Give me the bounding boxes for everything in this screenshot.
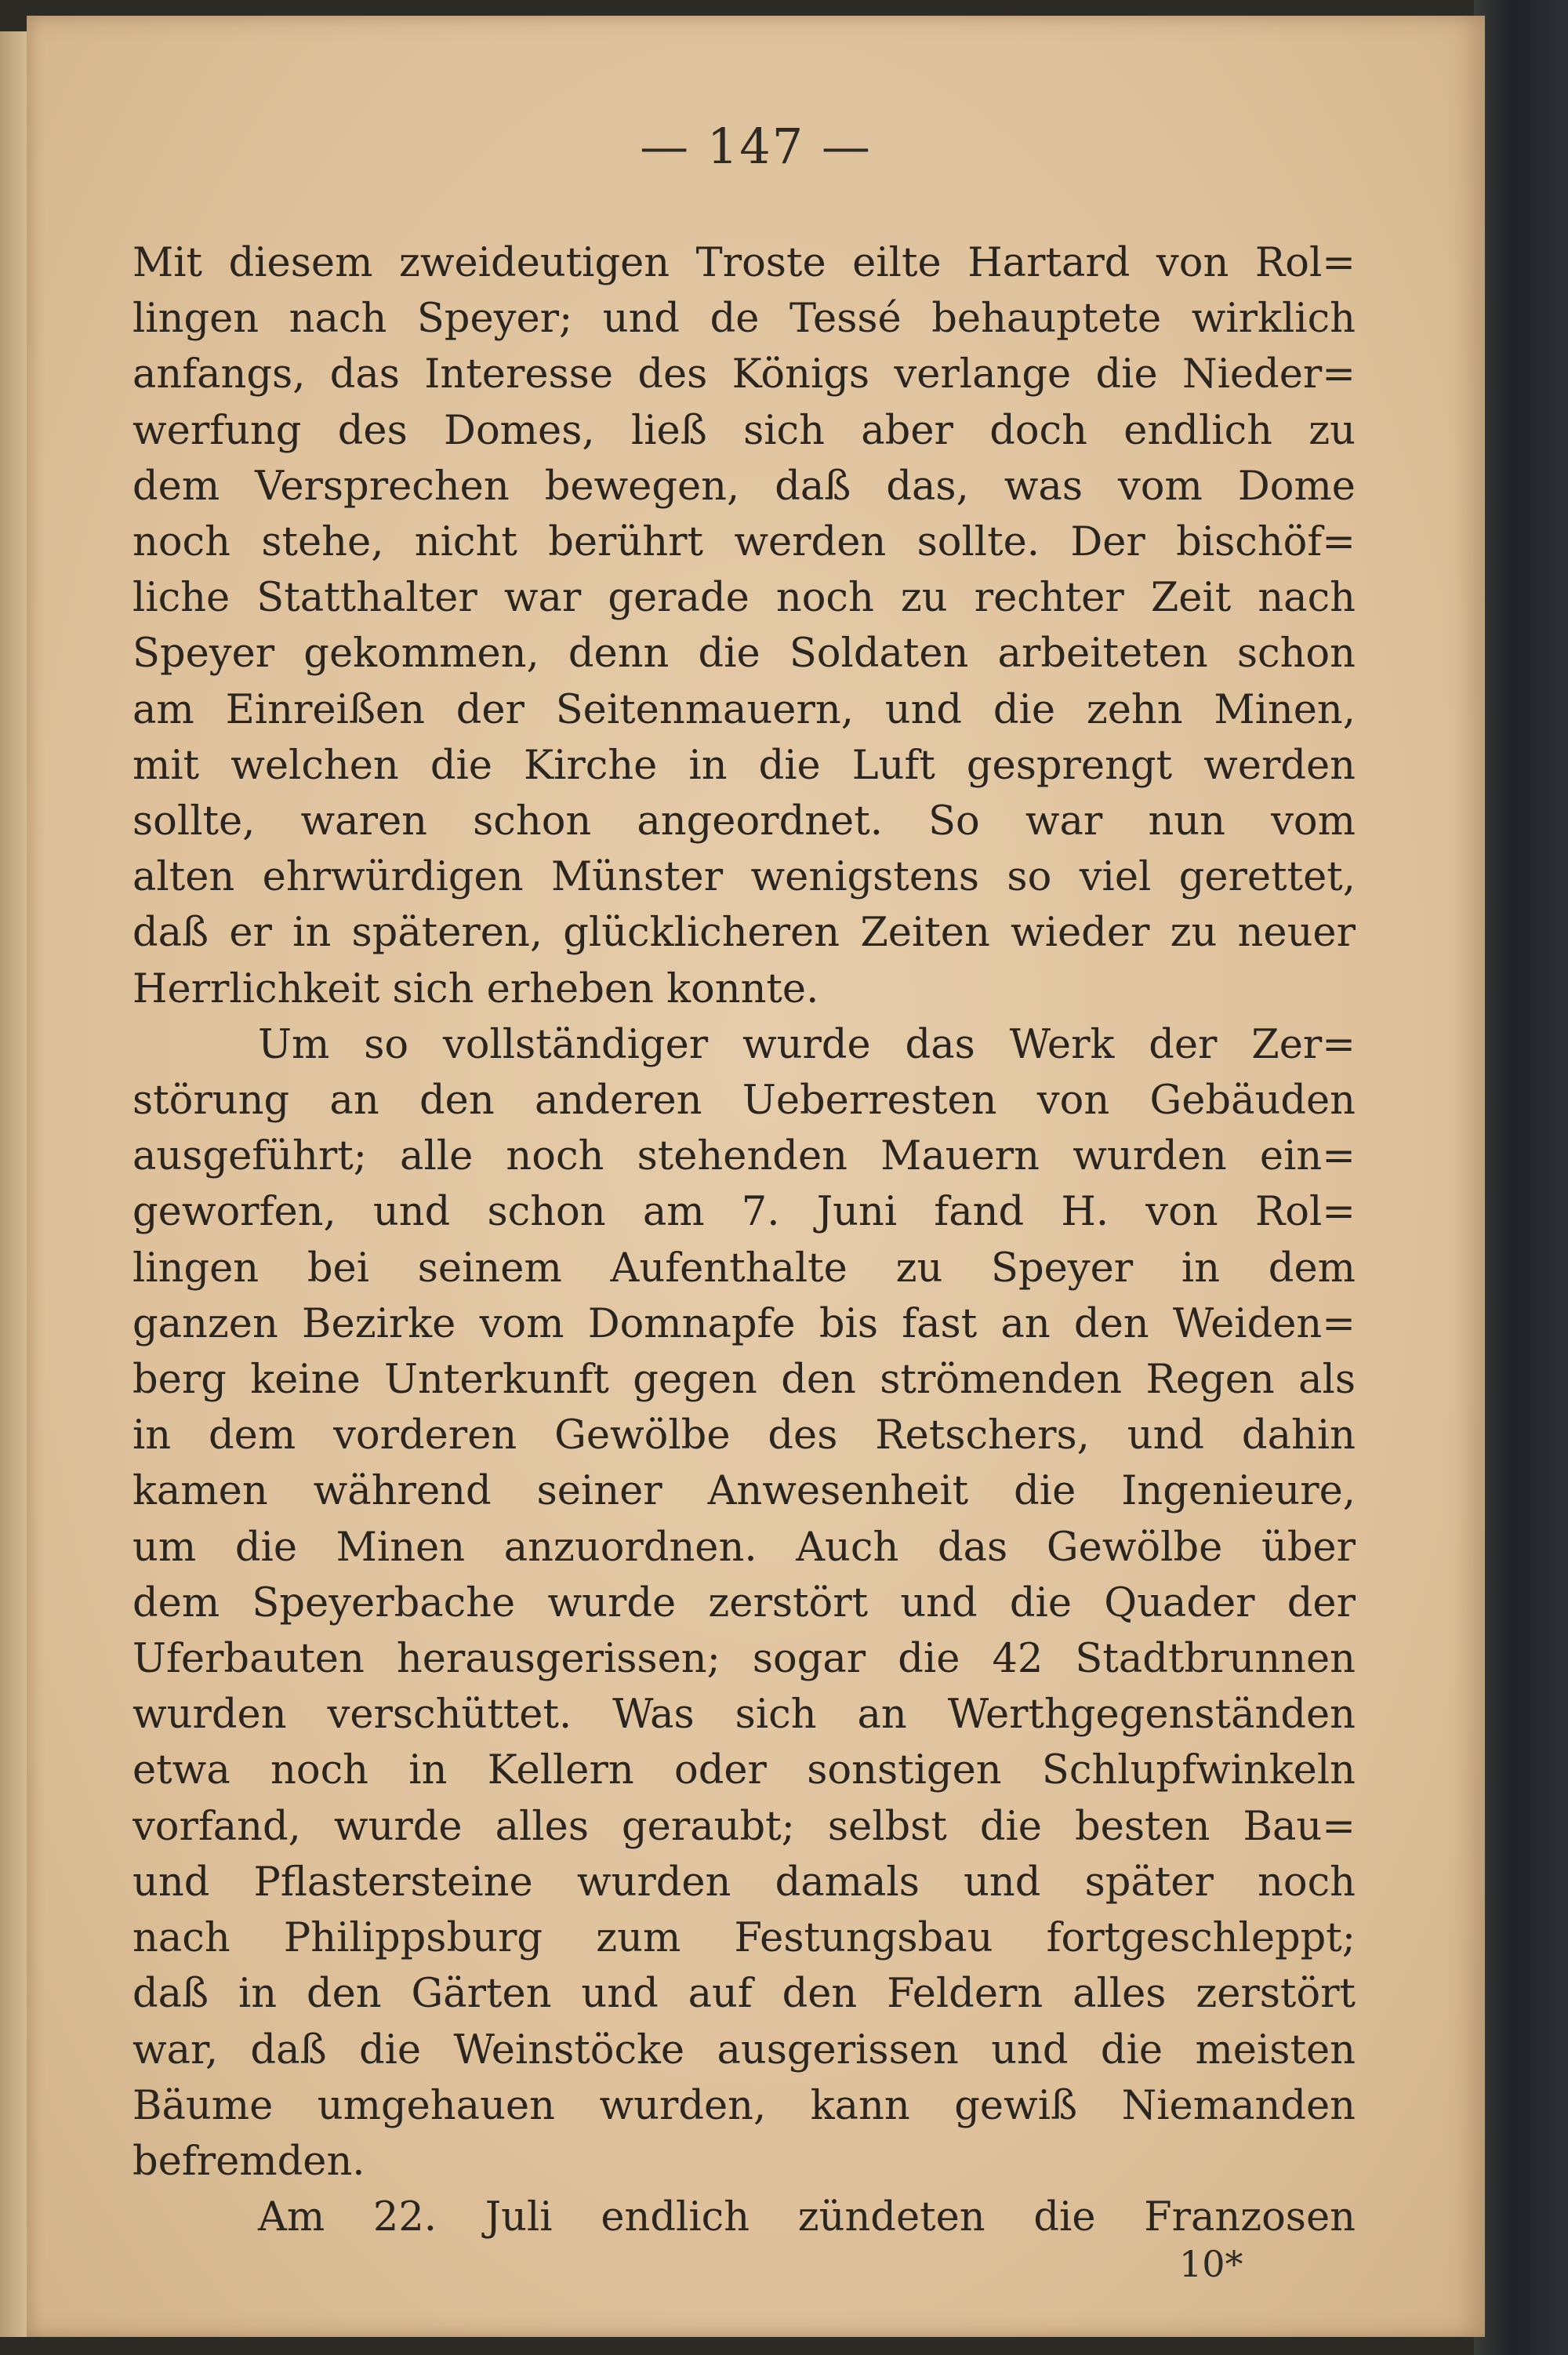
text-line: Bäume umgehauen wurden, kann gewiß Niemanden (132, 2082, 1356, 2129)
previous-page-edge (0, 31, 27, 2337)
text-line: befremden. (132, 2138, 365, 2185)
text-line: daß er in späteren, glücklicheren Zeiten wieder zu neuer (132, 910, 1356, 957)
text-line: lingen nach Speyer; und de Tessé behauptete wirklich (132, 296, 1356, 343)
text-line: mit welchen die Kirche in die Luft gesprengt werden (132, 742, 1356, 789)
page-body (132, 235, 1356, 2245)
text-line: um die Minen anzuordnen. Auch das Gewölbe über (132, 1524, 1356, 1571)
text-line: kamen während seiner Anwesenheit die Ingenieure, (132, 1468, 1356, 1515)
text-line: liche Statthalter war gerade noch zu rechter Zeit nach (132, 575, 1356, 622)
text-line: daß in den Gärten und auf den Feldern alles zerstört (132, 1971, 1356, 2018)
text-line: Mit diesem zweideutigen Troste eilte Hartard von Rol= (132, 240, 1356, 286)
text-line: Herrlichkeit sich erheben konnte. (132, 965, 819, 1012)
text-line: vorfand, wurde alles geraubt; selbst die besten Bau= (132, 1803, 1356, 1850)
text-line: sollte, waren schon angeordnet. So war nun vom (132, 798, 1356, 845)
text-line: dem Versprechen bewegen, daß das, was vom Dome (132, 463, 1356, 510)
text-line: ausgeführt; alle noch stehenden Mauern wurden ein= (132, 1133, 1356, 1180)
text-line: lingen bei seinem Aufenthalte zu Speyer in dem (132, 1245, 1356, 1292)
text-line: Uferbauten herausgerissen; sogar die 42 Stadtbrunnen (132, 1636, 1356, 1683)
text-line: dem Speyerbache wurde zerstört und die Quader der (132, 1579, 1356, 1626)
text-line: etwa noch in Kellern oder sonstigen Schlupfwinkeln (132, 1747, 1356, 1794)
text-line: noch stehe, nicht berührt werden sollte. Der bischöf= (132, 519, 1356, 566)
text-line: und Pflastersteine wurden damals und später noch (132, 1859, 1356, 1906)
text-line: Speyer gekommen, denn die Soldaten arbeiteten schon (132, 631, 1356, 678)
text-line: geworfen, und schon am 7. Juni fand H. von Rol= (132, 1189, 1356, 1236)
text-line: ganzen Bezirke vom Domnapfe bis fast an den Weiden= (132, 1300, 1356, 1347)
book-page (27, 16, 1485, 2337)
signature-mark: 10* (1179, 2243, 1243, 2285)
text-line: störung an den anderen Ueberresten von Gebäuden (132, 1078, 1356, 1125)
book-cover-edge (1474, 0, 1568, 2355)
text-line: nach Philippsburg zum Festungsbau fortgeschleppt; (132, 1915, 1356, 1962)
text-line: in dem vorderen Gewölbe des Retschers, und dahin (132, 1412, 1356, 1459)
page-number: — 147 — (640, 118, 872, 175)
text-line: Um so vollständiger wurde das Werk der Zer= (258, 1021, 1356, 1068)
text-line: war, daß die Weinstöcke ausgerissen und die meisten (132, 2026, 1356, 2073)
text-line: anfangs, das Interesse des Königs verlange die Nieder= (132, 351, 1356, 398)
text-line: wurden verschüttet. Was sich an Werthgegenständen (132, 1692, 1356, 1739)
text-line: Am 22. Juli endlich zündeten die Franzosen (258, 2194, 1356, 2241)
text-line: am Einreißen der Seitenmauern, und die zehn Minen, (132, 686, 1356, 733)
text-line: werfung des Domes, ließ sich aber doch endlich zu (132, 407, 1356, 454)
text-line: alten ehrwürdigen Münster wenigstens so viel gerettet, (132, 854, 1356, 901)
text-line: berg keine Unterkunft gegen den strömenden Regen als (132, 1357, 1356, 1404)
